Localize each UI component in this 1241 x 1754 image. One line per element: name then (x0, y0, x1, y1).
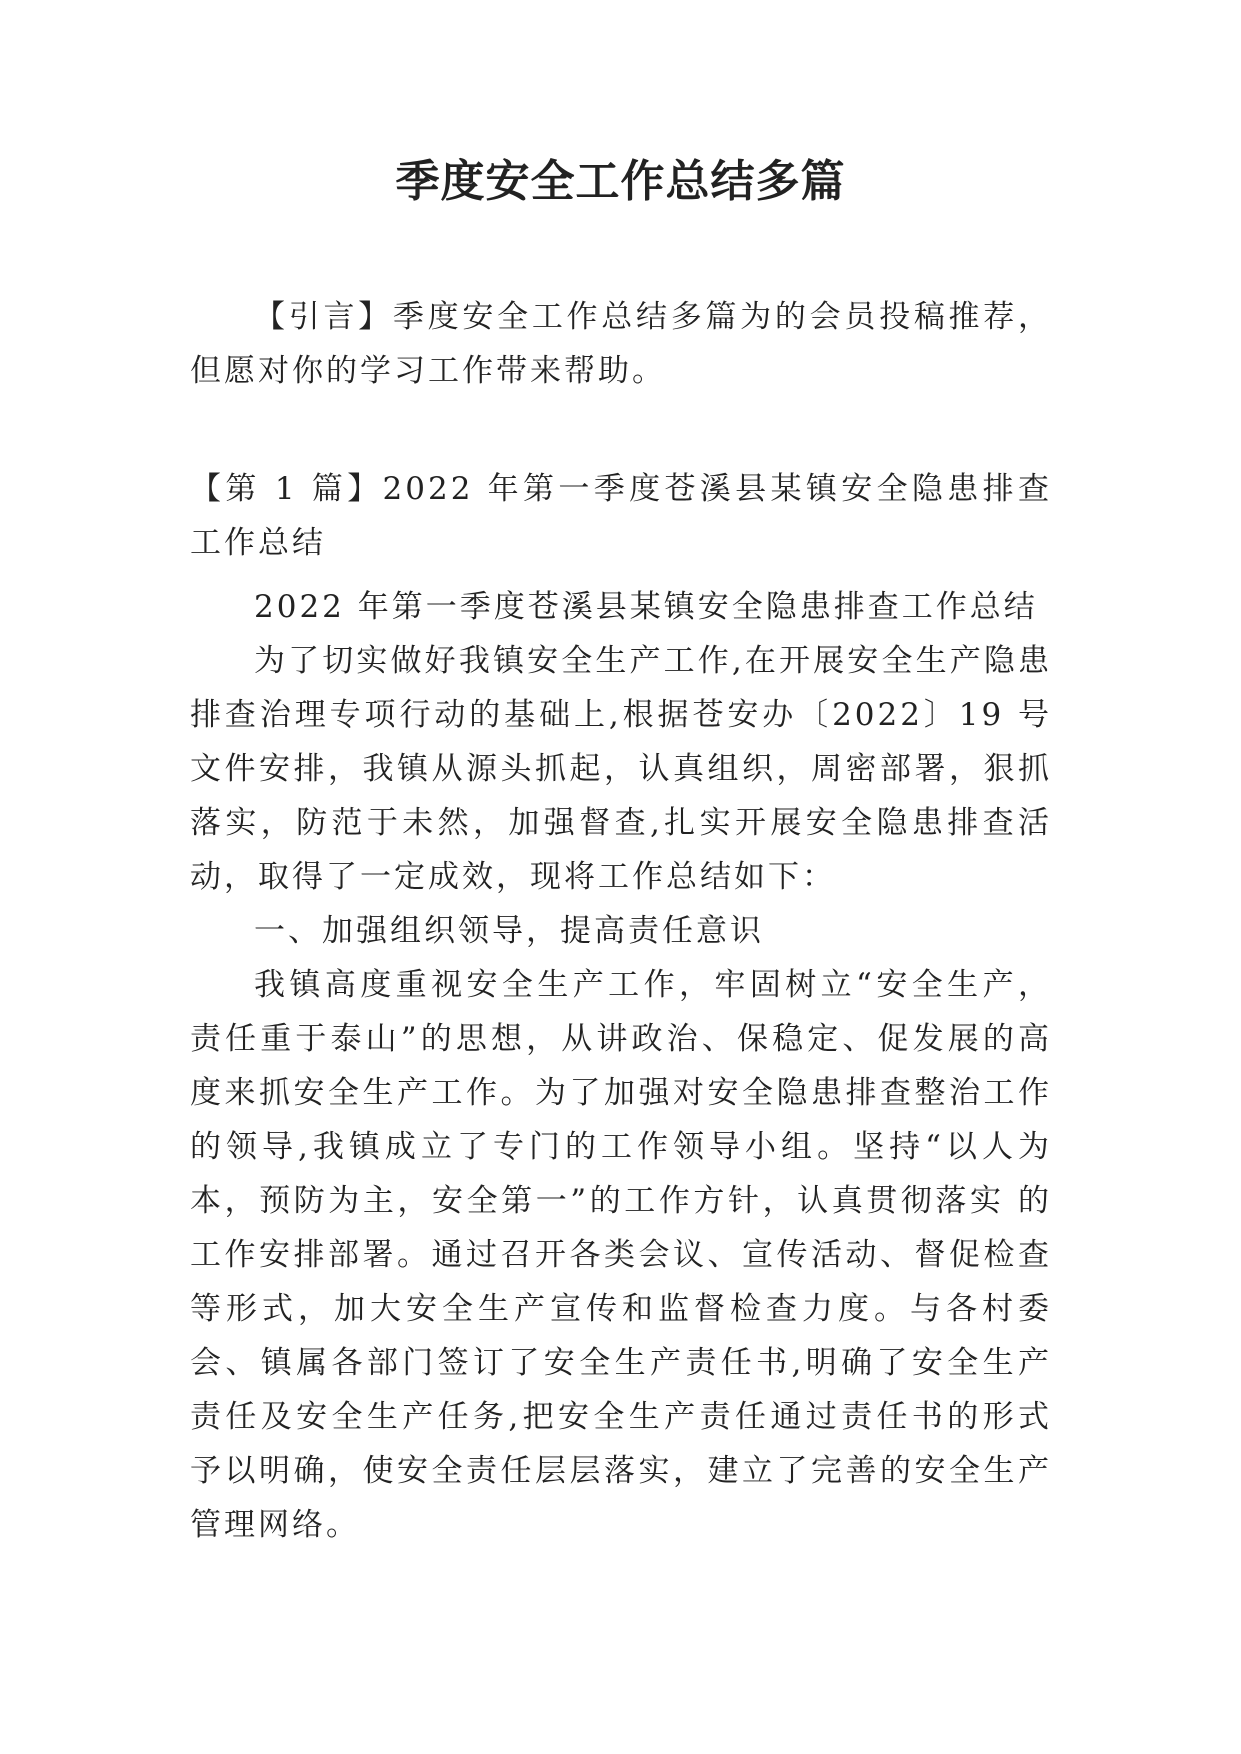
page-title: 季度安全工作总结多篇 (395, 156, 846, 207)
subtitle-paragraph: 2022 年第一季度苍溪县某镇安全隐患排查工作总结 (254, 589, 1038, 625)
section-heading: 【第 1 篇】2022 年第一季度苍溪县某镇安全隐患排查工作总结 (190, 471, 1052, 561)
body-paragraph: 为了切实做好我镇安全生产工作,在开展安全生产隐患排查治理专项行动的基础上,根据苍安办〔2022〕19 号文件安排，我镇从源头抓起，认真组织，周密部署，狠抓落实，防范于未然，加强督查,扎实开展安全隐患排查活动，取得了一定成效，现将工作总结如下： (190, 643, 1052, 895)
section-body (190, 580, 1052, 1552)
subheading-paragraph: 一、加强组织领导，提高责任意识 (254, 913, 764, 949)
intro-paragraph: 【引言】季度安全工作总结多篇为的会员投稿推荐，但愿对你的学习工作带来帮助。 (190, 299, 1052, 389)
body-paragraph: 我镇高度重视安全生产工作，牢固树立“安全生产，责任重于泰山”的思想，从讲政治、保稳定、促发展的高度来抓安全生产工作。为了加强对安全隐患排查整治工作的领导,我镇成立了专门的工作领导小组。坚持“以人为本，预防为主，安全第一”的工作方针，认真贯彻落实 的工作安排部署。通过召开各类会议、宣传活动、督促检查等形式，加大安全生产宣传和监督检查力度。与各村委会、镇属各部门签订了安全生产责任书,明确了安全生产责任及安全生产任务,把安全生产责任通过责任书的形式予以明确，使安全责任层层落实，建立了完善的安全生产管理网络。 (190, 967, 1052, 1543)
